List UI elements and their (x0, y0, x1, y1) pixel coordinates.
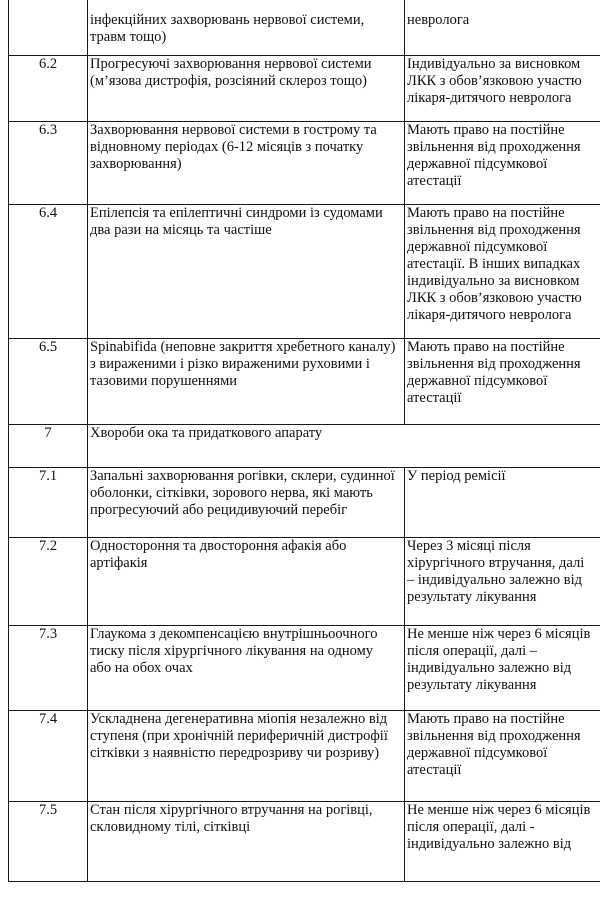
text-line: два рази на місяць та частіше (90, 222, 272, 238)
text-line: атестації (407, 390, 462, 406)
text-line: Spinabifida (неповне закриття хребетного каналу) (90, 339, 396, 355)
row-number: 7.1 (9, 468, 88, 538)
text-line: хірургічного втручання, далі (407, 555, 585, 571)
exemption-note (405, 122, 600, 205)
text-line: Глаукома з декомпенсацією внутрішньоочного (90, 626, 378, 642)
exemption-note (405, 339, 600, 425)
exemption-note (405, 802, 600, 882)
text-line: скловидному тілі, сітківці (90, 819, 251, 835)
text-line: результату лікування (407, 589, 537, 605)
text-line: Мають право на постійне (407, 205, 565, 221)
row-number: 7.5 (9, 802, 88, 882)
exemption-note (405, 56, 600, 122)
condition-description (88, 205, 405, 339)
exemption-note (405, 205, 600, 339)
text-line: Прогресуючі захворювання нервової системи (90, 56, 372, 72)
exemption-note (405, 468, 600, 538)
row-number: 6.3 (9, 122, 88, 205)
table-row (9, 626, 600, 711)
text-line: індивідуально за висновком (407, 273, 580, 289)
text-line: Мають право на постійне (407, 711, 565, 727)
text-line: звільнення від проходження (407, 356, 581, 372)
text-line: державної підсумкової (407, 239, 548, 255)
text-line: інфекційних захворювань нервової системи, (90, 12, 365, 28)
text-line: державної підсумкової (407, 373, 548, 389)
table-row (9, 711, 600, 802)
text-line: після операції, далі – (407, 643, 538, 659)
text-line: Не менше ніж через 6 місяців (407, 802, 591, 818)
row-number: 6.5 (9, 339, 88, 425)
text-line: Запальні захворювання рогівки, склери, судинної (90, 468, 395, 484)
row-number (9, 0, 88, 56)
text-line: тиску після хірургічного лікування на одному (90, 643, 374, 659)
row-number: 7 (9, 425, 88, 468)
table-row (9, 538, 600, 626)
table-row (9, 425, 600, 468)
text-line: травм тощо) (90, 29, 167, 45)
text-line: Стан після хірургічного втручання на рогівці, (90, 802, 373, 818)
table-row (9, 56, 600, 122)
text-line: прогресуючий або рецидивуючий перебіг (90, 502, 348, 518)
text-line: звільнення від проходження (407, 222, 581, 238)
condition-description (88, 56, 405, 122)
text-line: лікаря-дитячого невролога (407, 90, 572, 106)
exemption-note (405, 538, 600, 626)
text-line: атестації (407, 173, 462, 189)
table-row (9, 0, 600, 56)
text-line: сітківки з наявністю передрозриву чи розриву) (90, 745, 380, 761)
condition-description (88, 711, 405, 802)
text-line: або на обох очах (90, 660, 193, 676)
table-row (9, 468, 600, 538)
conditions-table (8, 0, 600, 882)
text-line: артіфакія (90, 555, 148, 571)
condition-description (88, 538, 405, 626)
section-heading: Хвороби ока та придаткового апарату (88, 425, 600, 468)
text-line: Мають право на постійне (407, 122, 565, 138)
condition-description (88, 339, 405, 425)
text-line: захворювання) (90, 156, 182, 172)
row-number: 6.2 (9, 56, 88, 122)
text-line: звільнення від проходження (407, 139, 581, 155)
row-number: 6.4 (9, 205, 88, 339)
row-number: 7.4 (9, 711, 88, 802)
text-line: лікаря-дитячого невролога (407, 307, 572, 323)
text-line: У період ремісії (407, 468, 506, 484)
table-body (9, 0, 600, 882)
text-line: після операції, далі - (407, 819, 535, 835)
table-row (9, 802, 600, 882)
text-line: оболонки, сітківки, зорового нерва, які мають (90, 485, 373, 501)
text-line: звільнення від проходження (407, 728, 581, 744)
text-line: Через 3 місяці після (407, 538, 531, 554)
table-row (9, 205, 600, 339)
text-line: Захворювання нервової системи в гострому та (90, 122, 377, 138)
text-line: Мають право на постійне (407, 339, 565, 355)
condition-description (88, 802, 405, 882)
text-line: індивідуально залежно від (407, 660, 572, 676)
text-line: Одностороння та двостороння афакія або (90, 538, 347, 554)
text-line: державної підсумкової (407, 156, 548, 172)
text-line: державної підсумкової (407, 745, 548, 761)
exemption-note (405, 0, 600, 56)
condition-description (88, 468, 405, 538)
text-line: індивідуально залежно від (407, 836, 572, 852)
text-line: Індивідуально за висновком (407, 56, 581, 72)
text-line: ЛКК з обов’язковою участю (407, 290, 582, 306)
text-line: – індивідуально залежно від (407, 572, 583, 588)
text-line: з вираженими і різко вираженими руховими і (90, 356, 370, 372)
text-line: атестації. В інших випадках (407, 256, 581, 272)
exemption-note (405, 711, 600, 802)
text-line: атестації (407, 762, 462, 778)
text-line: Епілепсія та епілептичні синдроми із судомами (90, 205, 383, 221)
condition-description (88, 0, 405, 56)
text-line: ступеня (при хронічній периферичній дистрофії (90, 728, 388, 744)
text-line: невролога (407, 12, 470, 28)
text-line: Ускладнена дегенеративна міопія незалежно від (90, 711, 388, 727)
text-line: (м’язова дистрофія, розсіяний склероз тощо) (90, 73, 367, 89)
condition-description (88, 122, 405, 205)
text-line: Не менше ніж через 6 місяців (407, 626, 591, 642)
row-number: 7.3 (9, 626, 88, 711)
row-number: 7.2 (9, 538, 88, 626)
exemption-note (405, 626, 600, 711)
condition-description (88, 626, 405, 711)
text-line: відновному періодах (6-12 місяців з початку (90, 139, 364, 155)
table-row (9, 339, 600, 425)
text-line: результату лікування (407, 677, 537, 693)
text-line: ЛКК з обов’язковою участю (407, 73, 582, 89)
text-line: тазовими порушеннями (90, 373, 238, 389)
table-row (9, 122, 600, 205)
